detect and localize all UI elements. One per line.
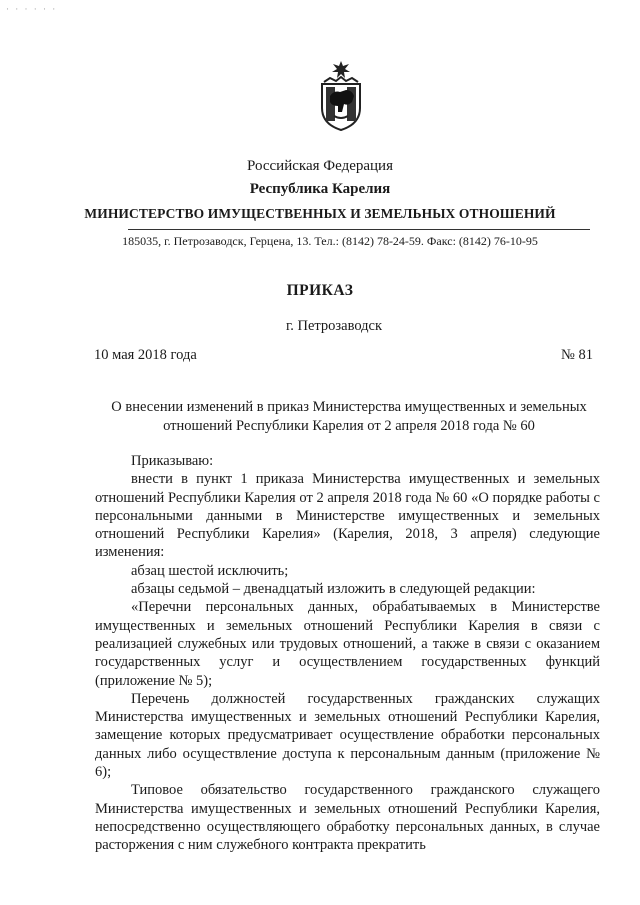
document-body [95,452,600,855]
document-subject: О внесении изменений в приказ Министерства имущественных и земельных отношений Республики Карелия от 2 апреля 2018 года № 60 [111,399,587,434]
document-number: № 81 [561,347,593,363]
body-paragraph: Приказываю: [131,453,214,469]
scan-marks: · · · · · · [6,4,58,14]
body-paragraph: Типовое обязательство государственного гражданского служащего Министерства имущественных и земельных отношений Республики Карелия, непосредственно осуществляющего обработку персональных данных, в случае расторжения с ним служебного контракта прекратить [95,782,600,854]
ministry-address: 185035, г. Петрозаводск, Герцена, 13. Тел.: (8142) 78-24-59. Факс: (8142) 76-10-95 [122,234,538,248]
ministry-title: МИНИСТЕРСТВО ИМУЩЕСТВЕННЫХ И ЗЕМЕЛЬНЫХ ОТНОШЕНИЙ [84,206,556,221]
document-city: г. Петрозаводск [285,318,383,334]
document-date: 10 мая 2018 года [94,347,197,363]
federation-title: Российская Федерация [247,158,393,174]
document-type: ПРИКАЗ [286,282,354,299]
body-paragraph: «Перечни персональных данных, обрабатываемых в Министерстве имущественных и земельных отношений Республики Карелия в связи с реализацией служебных или трудовых отношений, а также в связи с оказанием государственных услуг и осуществлением государственных функций (приложение № 5); [95,599,600,689]
header-divider [128,229,590,230]
karelia-coat-of-arms-icon [316,60,366,132]
body-paragraph: абзац шестой исключить; [131,562,289,579]
body-paragraph: Перечень должностей государственных гражданских служащих Министерства имущественных и земельных отношений Республики Карелия, замещение которых предусматривает осуществление обработки персональных данных либо осуществление доступа к персональным данным (приложение № 6); [95,690,600,781]
body-paragraph: абзацы седьмой – двенадцатый изложить в следующей редакции: [131,581,536,598]
body-paragraph: внести в пункт 1 приказа Министерства имущественных и земельных отношений Республики Карелия от 2 апреля 2018 года № 60 «О порядке работы с персональными данными в Министерстве имущественных и земельных отношений Республики Карелия» (Карелия, 2018, 3 апреля) следующие изменения: [95,471,600,561]
republic-title: Республика Карелия [249,181,391,197]
